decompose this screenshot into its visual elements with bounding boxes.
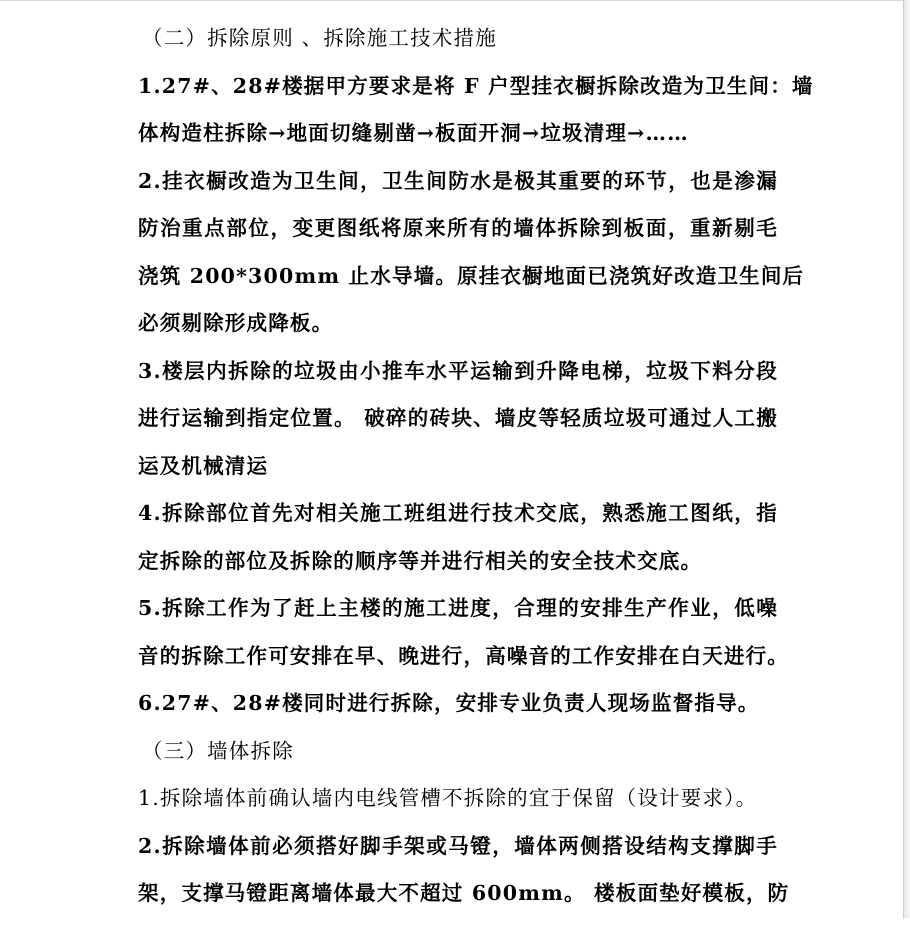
paragraph-line: 6.27#、28#楼同时进行拆除，安排专业负责人现场监督指导。 xyxy=(138,691,760,715)
paragraph-line: 5.拆除工作为了赶上主楼的施工进度，合理的安排生产作业，低噪 xyxy=(138,596,778,620)
paragraph-line: 运及机械清运 xyxy=(138,453,269,478)
paragraph-line: 架，支撑马镫距离墙体最大不超过 600mm。 楼板面垫好模板，防 xyxy=(138,881,790,905)
paragraph-line: 必须剔除形成降板。 xyxy=(138,311,334,335)
paragraph-line: 音的拆除工作可安排在早、晚进行，高噪音的工作安排在白天进行。 xyxy=(138,643,789,668)
paragraph-line: 定拆除的部位及拆除的顺序等并进行相关的安全技术交底。 xyxy=(138,548,703,573)
paragraph-line: 1.27#、28#楼据甲方要求是将 F 户型挂衣橱拆除改造为卫生间：墙 xyxy=(138,73,814,98)
section-heading-wall-demolition: （三）墙体拆除 xyxy=(142,738,294,763)
document-body xyxy=(138,23,814,926)
paragraph-line: 4.拆除部位首先对相关施工班组进行技术交底，熟悉施工图纸，指 xyxy=(138,501,778,525)
paragraph-line: 2.挂衣橱改造为卫生间，卫生间防水是极其重要的环节，也是渗漏 xyxy=(138,168,778,193)
paragraph-line: 体构造柱拆除→地面切缝剔凿→板面开洞→垃圾清理→…… xyxy=(138,121,689,145)
paragraph-line: 进行运输到指定位置。 破碎的砖块、墙皮等轻质垃圾可通过人工搬 xyxy=(138,406,778,430)
paragraph-line: 防治重点部位，变更图纸将原来所有的墙体拆除到板面，重新剔毛 xyxy=(138,216,778,240)
paragraph-line: 1.拆除墙体前确认墙内电线管槽不拆除的宜于保留（设计要求）。 xyxy=(138,786,758,810)
paragraph-line: 2.拆除墙体前必须搭好脚手架或马镫，墙体两侧搭设结构支撑脚手 xyxy=(138,833,778,858)
page-edge-shadow xyxy=(904,0,910,918)
section-heading-demolition-principles: （二）拆除原则 、拆除施工技术措施 xyxy=(142,26,497,50)
paragraph-line: 3.楼层内拆除的垃圾由小推车水平运输到升降电梯，垃圾下料分段 xyxy=(138,358,778,383)
paragraph-line: 浇筑 200*300mm 止水导墙。原挂衣橱地面已浇筑好改造卫生间后 xyxy=(138,263,805,288)
